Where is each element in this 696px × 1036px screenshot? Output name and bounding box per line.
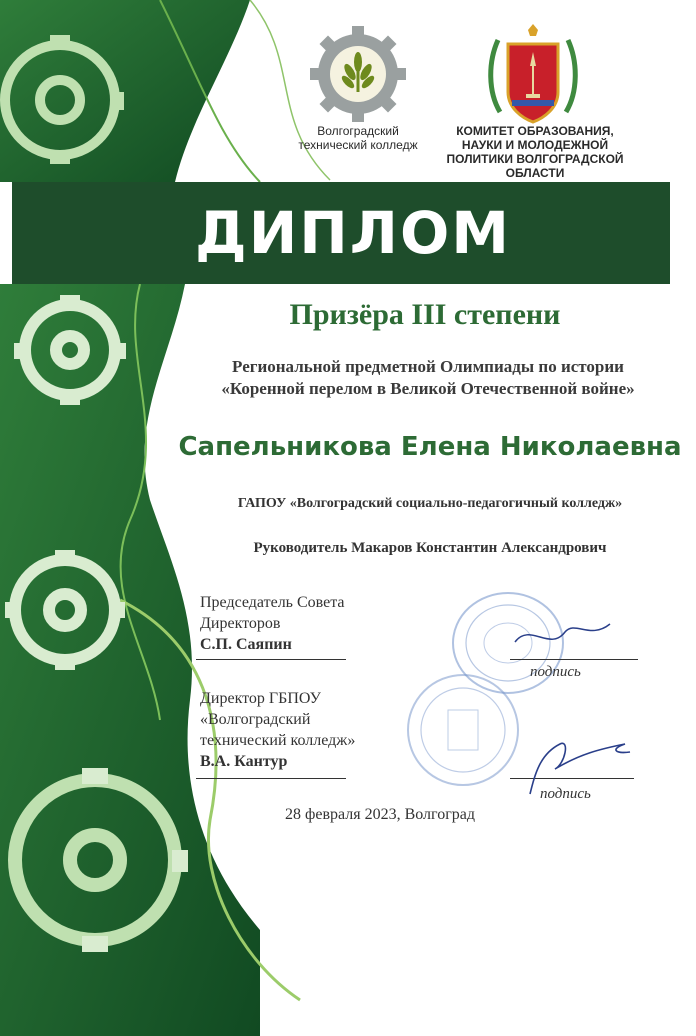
- handwritten-signature: [510, 612, 620, 656]
- winner-organization: ГАПОУ «Волгоградский социально-педагогичный колледж»: [237, 496, 623, 511]
- director-name: В.А. Кантур: [200, 753, 288, 770]
- chairman-role-line-1: Председатель Совета: [200, 594, 345, 611]
- region-emblem: [488, 22, 578, 126]
- award-degree: Призёра III степени: [289, 298, 561, 331]
- winner-name: Сапельникова Елена Николаевна: [178, 432, 682, 462]
- signature-underline: [196, 778, 346, 779]
- olympiad-description: [170, 356, 686, 400]
- college-logo: [308, 24, 408, 124]
- signature-block-director: [200, 688, 355, 772]
- signature-caption: подпись: [540, 786, 591, 802]
- stamp-icon: [398, 670, 528, 790]
- director-role-line-2: «Волгоградский: [200, 711, 311, 728]
- signature-underline: [196, 659, 346, 660]
- diploma-title: ДИПЛОМ: [195, 199, 511, 267]
- director-role-line-3: технический колледж»: [200, 732, 356, 749]
- supervisor-line: Руководитель Макаров Константин Александрович: [253, 540, 607, 556]
- chairman-name: С.П. Саяпин: [200, 636, 292, 653]
- olympiad-line-1: Региональной предметной Олимпиады по истории: [232, 357, 624, 376]
- college-logo-caption: Волгоградский технический колледж: [298, 124, 418, 152]
- olympiad-line-2: «Коренной перелом в Великой Отечественной войне»: [221, 379, 635, 398]
- issue-date: 28 февраля 2023, Волгоград: [284, 806, 476, 823]
- committee-caption: КОМИТЕТ ОБРАЗОВАНИЯ, НАУКИ И МОЛОДЕЖНОЙ ПОЛИТИКИ ВОЛГОГРАДСКОЙ ОБЛАСТИ: [446, 124, 624, 180]
- signature-block-chairman: [200, 592, 345, 655]
- chairman-role-line-2: Директоров: [200, 615, 281, 632]
- handwritten-signature: [510, 724, 640, 798]
- signature-caption: подпись: [530, 664, 581, 680]
- signature-line: [510, 659, 638, 660]
- director-role-line-1: Директор ГБПОУ: [200, 690, 321, 707]
